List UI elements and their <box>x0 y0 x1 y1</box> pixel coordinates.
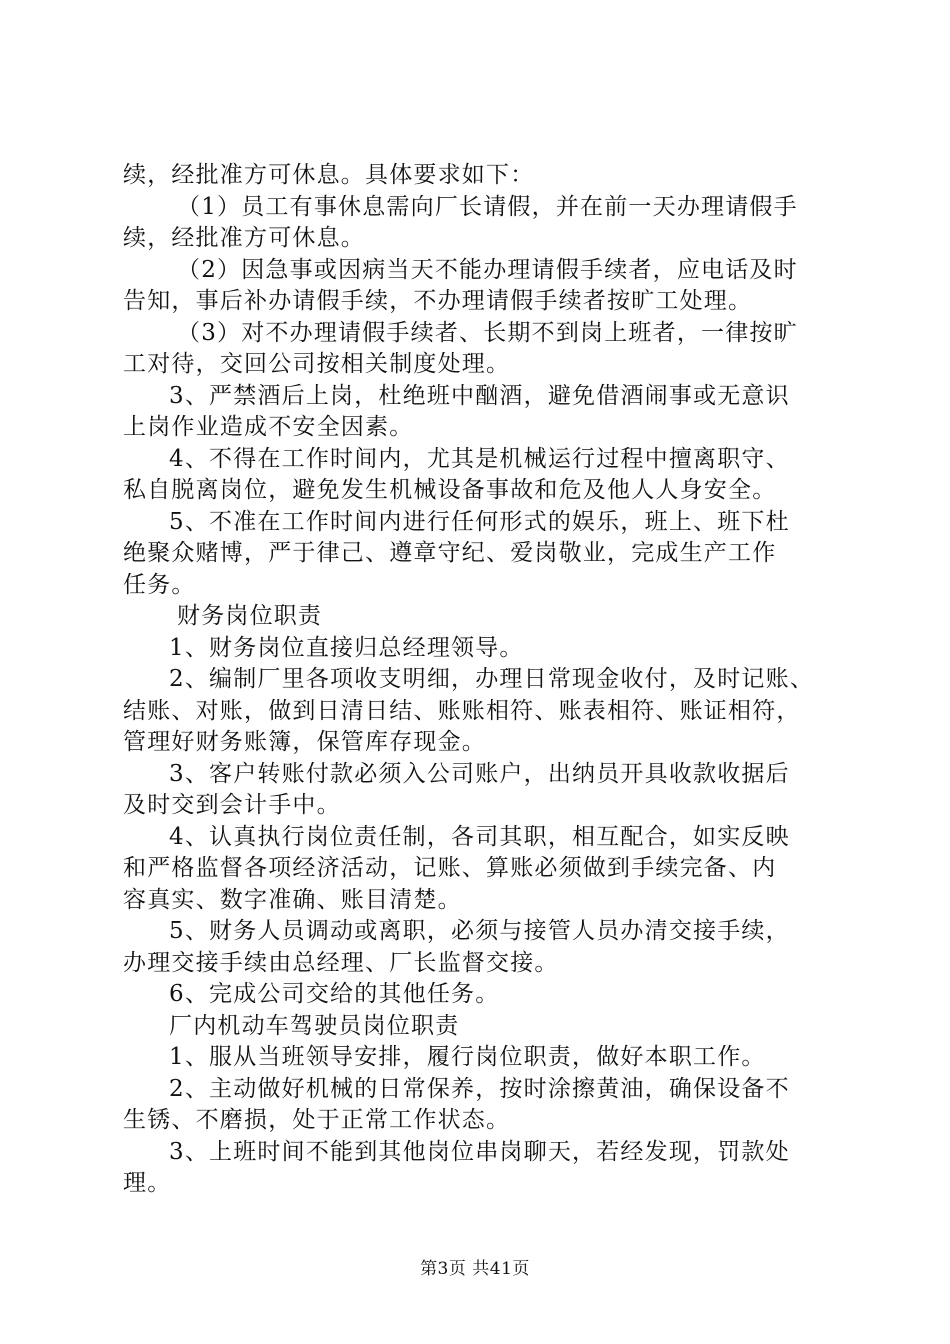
document-line: 结账、对账，做到日清日结、账账相符、账表相符、账证相符， <box>123 697 801 724</box>
document-line: （2）因急事或因病当天不能办理请假手续者，应电话及时 <box>177 256 798 283</box>
document-line: 及时交到会计手中。 <box>123 792 341 818</box>
document-line: 任务。 <box>123 571 196 598</box>
document-line: （1）员工有事休息需向厂长请假，并在前一天办理请假手 <box>177 193 798 220</box>
document-line: 1、财务岗位直接归总经理领导。 <box>169 634 524 661</box>
page-footer: 第3页 共41页 <box>420 1259 530 1279</box>
document-line: 3、严禁酒后上岗，杜绝班中酗酒，避免借酒闹事或无意识 <box>169 382 790 409</box>
document-line: 管理好财务账簿，保管库存现金。 <box>123 729 486 755</box>
document-line: 工对待，交回公司按相关制度处理。 <box>123 351 511 377</box>
document-line: 生锈、不磨损，处于正常工作状态。 <box>123 1107 511 1133</box>
document-line: 3、客户转账付款必须入公司账户，出纳员开具收款收据后 <box>169 760 790 787</box>
document-line: 续，经批准方可休息。 <box>123 225 365 251</box>
document-line: 2、主动做好机械的日常保养，按时涂擦黄油，确保设备不 <box>169 1075 790 1102</box>
document-line: 办理交接手续由总经理、厂长监督交接。 <box>123 949 559 976</box>
document-line: 5、不准在工作时间内进行任何形式的娱乐，班上、班下杜 <box>169 508 790 535</box>
document-line: 私自脱离岗位，避免发生机械设备事故和危及他人人身安全。 <box>123 477 777 503</box>
document-line: （3）对不办理请假手续者、长期不到岗上班者，一律按旷 <box>177 319 798 346</box>
document-line: 厂内机动车驾驶员岗位职责 <box>169 1012 460 1039</box>
document-line: 2、编制厂里各项收支明细，办理日常现金收付，及时记账、 <box>169 666 815 692</box>
document-line: 3、上班时间不能到其他岗位串岗聊天，若经发现，罚款处 <box>169 1138 790 1165</box>
document-line: 容真实、数字准确、账目清楚。 <box>123 886 462 913</box>
document-line: 4、认真执行岗位责任制，各司其职，相互配合，如实反映 <box>169 823 790 850</box>
document-line: 和严格监督各项经济活动，记账、算账必须做到手续完备、内 <box>123 855 777 881</box>
document-line: 上岗作业造成不安全因素。 <box>123 414 414 440</box>
document-line: 告知，事后补办请假手续，不办理请假手续者按旷工处理。 <box>123 288 753 314</box>
document-line: 5、财务人员调动或离职，必须与接管人员办清交接手续， <box>169 918 790 944</box>
document-line: 理。 <box>123 1170 172 1196</box>
document-body <box>123 160 843 1200</box>
document-line: 财务岗位职责 <box>177 603 323 629</box>
document-line: 续，经批准方可休息。具体要求如下： <box>123 162 535 188</box>
document-line: 1、服从当班领导安排，履行岗位职责，做好本职工作。 <box>169 1044 766 1070</box>
document-line: 6、完成公司交给的其他任务。 <box>169 981 500 1007</box>
document-line: 4、不得在工作时间内，尤其是机械运行过程中擅离职守、 <box>169 445 790 472</box>
document-line: 绝聚众赌博，严于律己、遵章守纪、爱岗敬业，完成生产工作 <box>123 540 777 566</box>
